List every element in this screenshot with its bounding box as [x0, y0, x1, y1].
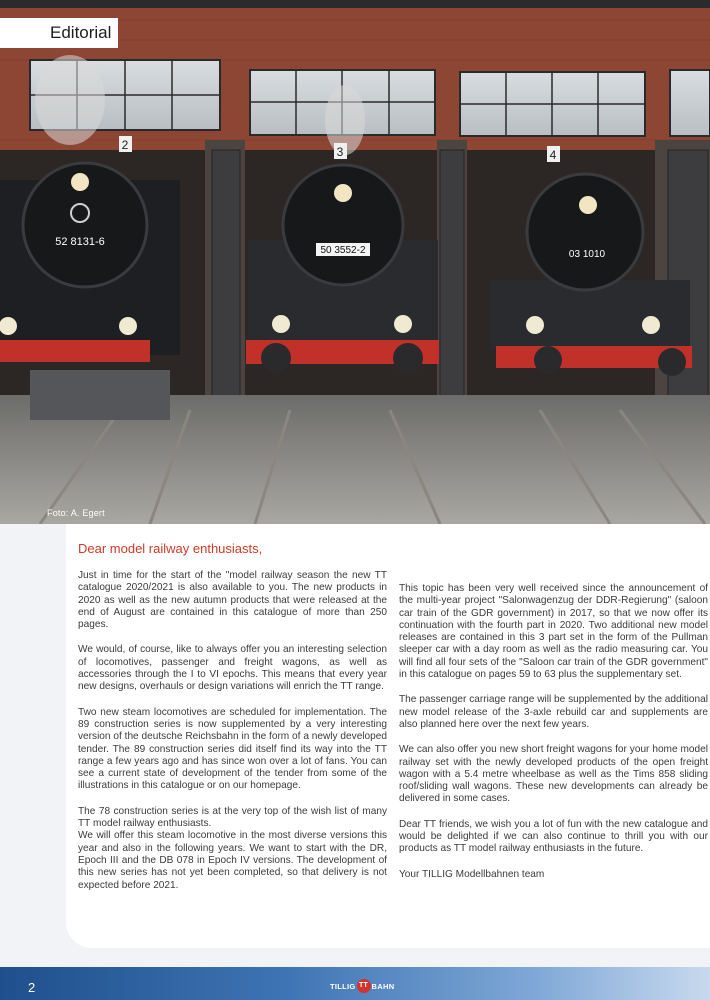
- section-label: Editorial: [50, 23, 112, 42]
- logo-text-right: BAHN: [371, 981, 395, 991]
- track-number: 3: [336, 145, 344, 159]
- paragraph: We will offer this steam locomotive in the most diverse versions this year and also in the following years. We want to start with the DR, Epoch III and the DB 078 in Epoch IV versions. The development of this new series has not yet been completed, so that delivery is not expected before 2021.: [78, 830, 387, 891]
- paragraph: Two new steam locomotives are scheduled for implementation. The 89 construction series is now supplemented by a very interesting version of the deutsche Reichsbahn in the form of a newly developed tender. The 89 construction series did itself find its way into the TT range a few years ago and has since won over a lot of fans. You can see a current state of development of the tender from some of the illustrations in this catalogue or on our homepage.: [78, 706, 387, 792]
- track-number: 2: [121, 138, 129, 152]
- article-greeting: Dear model railway enthusiasts,: [78, 541, 263, 556]
- paragraph: Dear TT friends, we wish you a lot of fun with the new catalogue and would be delighted if we can also continue to thrill you with our products as TT model railway enthusiasts in the future.: [399, 818, 708, 855]
- paragraph: We can also offer you new short freight wagons for your home model railway set with the newly developed products of the open freight wagon with a 5.4 metre wheelbase as well as the Tims 858 sliding roof/sliding wall wagons. These new developments can already be delivered in some cases.: [399, 744, 708, 805]
- photo-credit: Foto: A. Egert: [47, 508, 105, 518]
- paragraph: The passenger carriage range will be supplemented by the additional new model release of the 3-axle rebuild car and supplements are also planned here over the next few years.: [399, 694, 708, 730]
- article-column-left: [78, 570, 387, 905]
- loco-number-plate: 03 1010: [568, 249, 606, 260]
- track-number: 4: [549, 148, 557, 162]
- paragraph: Just in time for the start of the "model railway season the new TT catalogue 2020/2021 is also available to you. The new products in 2020 as well as the new autumn products that were released at the end of August are contained in this catalogue of more than 250 pages.: [78, 570, 387, 631]
- signature: Your TILLIG Modellbahnen team: [399, 868, 545, 880]
- tillig-logo: [330, 978, 400, 994]
- article-column-right: [399, 583, 708, 894]
- logo-text-left: TILLIG: [330, 981, 356, 991]
- loco-number-plate: 52 8131-6: [55, 236, 105, 248]
- tt-logo-mark: TT: [357, 979, 371, 993]
- loco-number-plate: 50 3552-2: [320, 245, 366, 256]
- paragraph: This topic has been very well received since the announcement of the multi-year project "Salonwagenzug der DDR-Regierung" (saloon car train of the GDR government) in 2017, so that we now offer its continuation with the fourth part in 2020. Two additional new model releases are contained in this 3 part set in the form of the Pullman sleeper car with a day room as well as the radio measuring car. You will find all four sets of the "Saloon car train of the GDR government" in this catalogue on pages 59 to 63 plus the supplementary set.: [399, 583, 708, 681]
- section-tab: [0, 18, 118, 48]
- paragraph: The 78 construction series is at the very top of the wish list of many TT model railway enthusiasts.: [78, 805, 387, 830]
- page-number: 2: [28, 980, 36, 995]
- paragraph: We would, of course, like to always offer you an interesting selection of locomotives, passenger and freight wagons, as well as accessories through the I to VI epochs. This means that every year new designs, overhauls or design variations will enrich the TT range.: [78, 644, 387, 693]
